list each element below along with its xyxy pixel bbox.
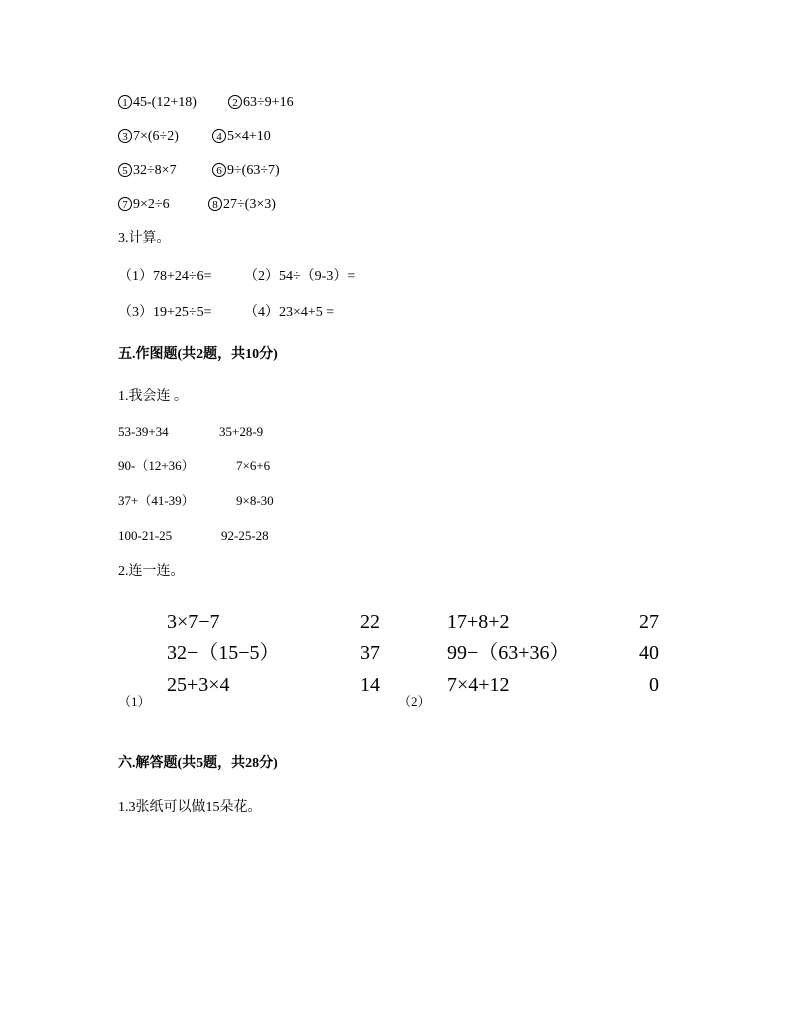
expr-4 — [212, 128, 271, 146]
circle-number: 3 — [118, 129, 132, 143]
section6-heading: 六.解答题(共5题，共28分) — [118, 756, 278, 771]
expr-6 — [212, 162, 280, 180]
q3-item-1: （1）78+24÷6= — [118, 269, 212, 284]
g1-expr-2: 32−（15−5） — [167, 642, 280, 664]
pair-left-2: 90-（12+36） — [118, 458, 195, 473]
g2-label: （2） — [398, 694, 431, 709]
expr-8 — [208, 196, 276, 214]
g2-expr-2: 99−（63+36） — [447, 642, 570, 664]
pair-right-1: 35+28-9 — [219, 424, 264, 439]
g2-answer-2: 40 — [639, 642, 659, 664]
expr-text: 27÷(3×3) — [223, 197, 276, 212]
s5-q1-title: 1.我会连 。 — [118, 389, 188, 404]
expr-text: 9×2÷6 — [133, 197, 170, 212]
expr-text: 32÷8×7 — [133, 163, 177, 178]
g1-expr-1: 3×7−7 — [167, 611, 220, 633]
expr-text: 9÷(63÷7) — [227, 163, 280, 178]
g1-label: （1） — [118, 694, 151, 709]
circle-number: 6 — [212, 163, 226, 177]
g2-answer-3: 0 — [649, 674, 659, 696]
g2-expr-3: 7×4+12 — [447, 674, 510, 696]
pair-right-3: 9×8-30 — [236, 493, 274, 508]
circle-number: 2 — [228, 95, 242, 109]
pair-left-4: 100-21-25 — [118, 528, 173, 543]
q3-item-3: （3）19+25÷5= — [118, 305, 212, 320]
g1-answer-3: 14 — [360, 674, 380, 696]
pair-right-2: 7×6+6 — [236, 458, 271, 473]
expr-text: 45-(12+18) — [133, 95, 197, 110]
expr-1 — [118, 94, 197, 112]
pair-left-3: 37+（41-39） — [118, 493, 195, 508]
q3-item-2: （2）54÷（9-3）= — [244, 269, 356, 284]
pair-left-1: 53-39+34 — [118, 424, 169, 439]
q3-title: 3.计算。 — [118, 231, 171, 246]
q3-item-4: （4）23×4+5 = — [244, 305, 335, 320]
g1-answer-1: 22 — [360, 611, 380, 633]
expr-5 — [118, 162, 177, 180]
pair-right-4: 92-25-28 — [221, 528, 269, 543]
s6-q1-text: 1.3张纸可以做15朵花。 — [118, 800, 262, 815]
expr-7 — [118, 196, 170, 214]
expr-2 — [228, 94, 294, 112]
circle-number: 8 — [208, 197, 222, 211]
circle-number: 4 — [212, 129, 226, 143]
expr-text: 63÷9+16 — [243, 95, 294, 110]
s5-q2-title: 2.连一连。 — [118, 564, 185, 579]
circle-number: 5 — [118, 163, 132, 177]
expr-3 — [118, 128, 179, 146]
section5-heading: 五.作图题(共2题，共10分) — [118, 347, 278, 362]
g2-expr-1: 17+8+2 — [447, 611, 510, 633]
g2-answer-1: 27 — [639, 611, 659, 633]
g1-expr-3: 25+3×4 — [167, 674, 230, 696]
expr-text: 5×4+10 — [227, 129, 271, 144]
circle-number: 7 — [118, 197, 132, 211]
expr-text: 7×(6÷2) — [133, 129, 179, 144]
circle-number: 1 — [118, 95, 132, 109]
g1-answer-2: 37 — [360, 642, 380, 664]
